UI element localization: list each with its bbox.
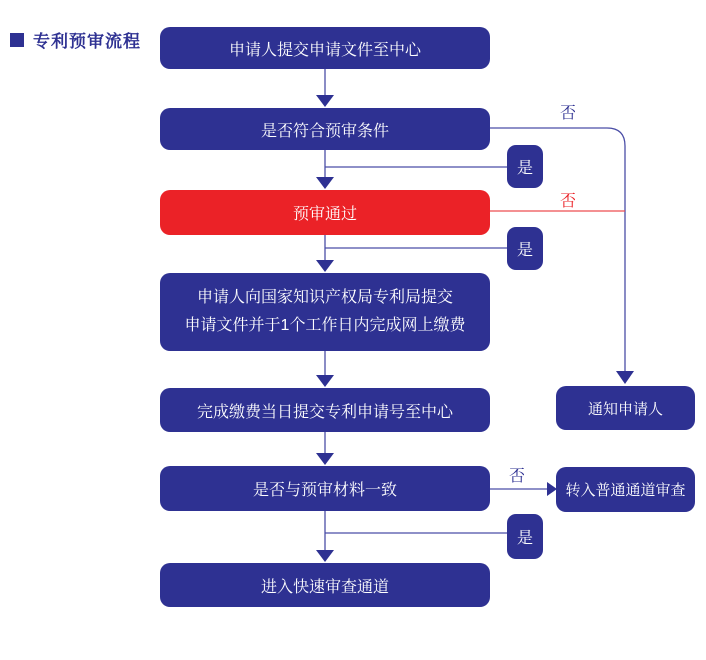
arrow-down-icon <box>316 453 334 465</box>
arrow-down-icon <box>316 260 334 272</box>
node-submit-to-cnipa-line2: 申请文件并于1个工作日内完成网上缴费 <box>184 317 466 334</box>
node-precheck-passed: 预审通过 <box>160 190 490 235</box>
node-notify-applicant: 通知申请人 <box>556 386 695 430</box>
arrow-down-icon <box>316 177 334 189</box>
no-label-match-materials: 否 <box>509 468 526 485</box>
node-submit-to-center: 申请人提交申请文件至中心 <box>160 27 490 69</box>
arrow-down-icon <box>616 371 634 384</box>
node-submit-to-cnipa <box>160 273 490 351</box>
yes-badge-match-materials: 是 <box>507 514 543 559</box>
arrow-down-icon <box>316 375 334 387</box>
no-label-precheck-passed: 否 <box>560 193 577 210</box>
yes-badge-precheck-conditions: 是 <box>507 145 543 188</box>
no-label-precheck-conditions: 否 <box>560 105 577 122</box>
yes-badge-precheck-passed: 是 <box>507 227 543 270</box>
node-precheck-conditions: 是否符合预审条件 <box>160 108 490 150</box>
arrow-down-icon <box>316 550 334 562</box>
node-match-precheck-materials: 是否与预审材料一致 <box>160 466 490 511</box>
title-text: 专利预审流程 <box>33 32 141 51</box>
node-submit-application-number: 完成缴费当日提交专利申请号至中心 <box>160 388 490 432</box>
node-normal-channel: 转入普通通道审查 <box>556 467 695 512</box>
arrow-down-icon <box>316 95 334 107</box>
node-submit-to-cnipa-line1: 申请人向国家知识产权局专利局提交 <box>196 289 453 306</box>
node-fast-track: 进入快速审查通道 <box>160 563 490 607</box>
